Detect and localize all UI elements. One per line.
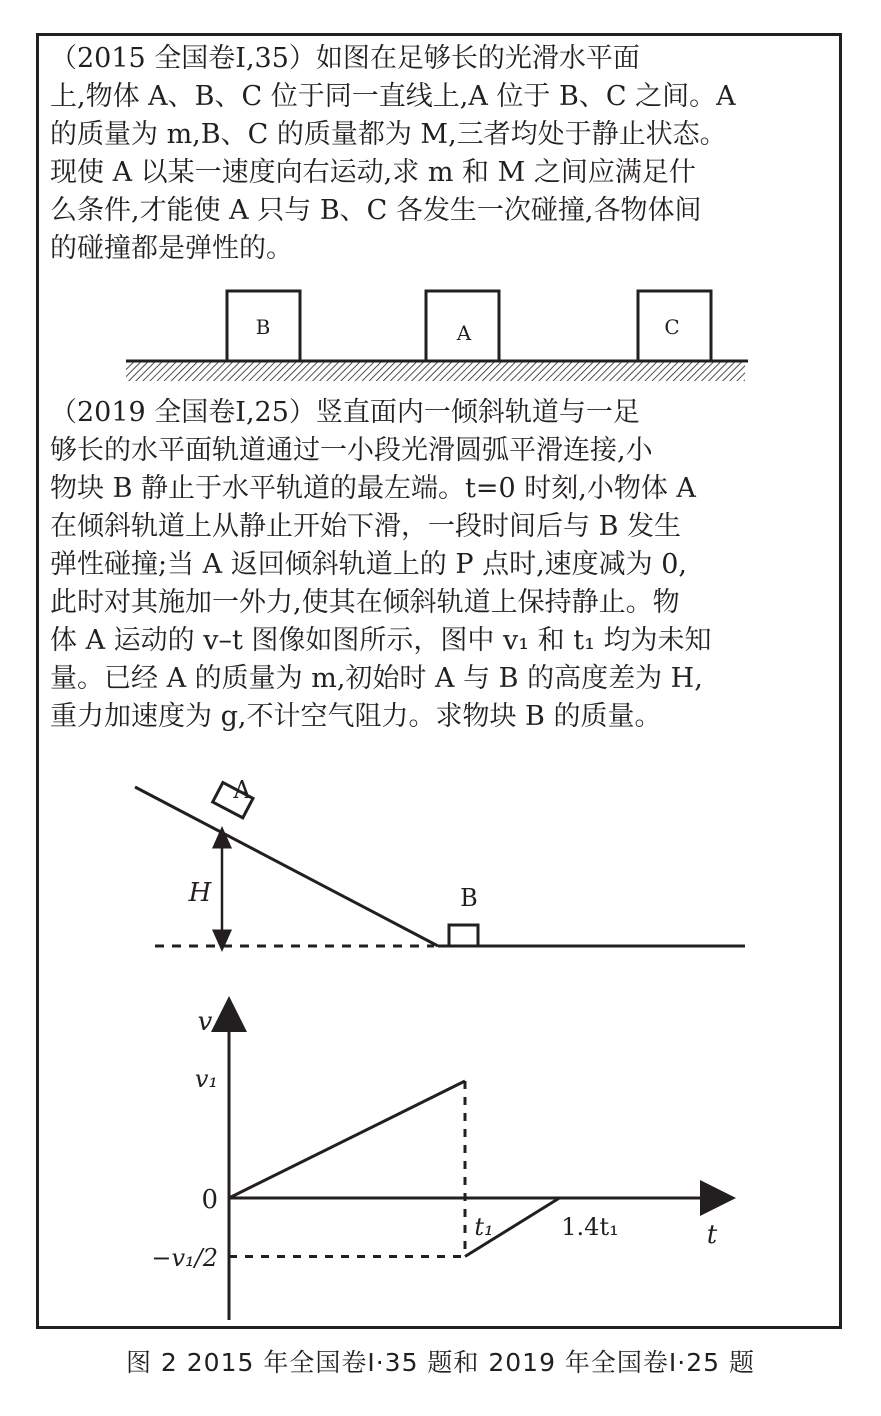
x-tick-t1: t₁ <box>474 1213 494 1241</box>
block-c-label: C <box>664 315 680 339</box>
figure-caption: 图 2 2015 年全国卷Ⅰ·35 题和 2019 年全国卷Ⅰ·25 题 <box>125 1348 756 1377</box>
series-1-segment <box>229 1081 465 1198</box>
problem-1-diagram <box>0 0 881 400</box>
v-axis-label: v <box>197 1007 213 1037</box>
y-tick-v1: v₁ <box>194 1065 218 1093</box>
y-tick-neg-half-v1: −v₁/2 <box>151 1244 218 1272</box>
problem-2-diagram <box>0 760 881 970</box>
height-label: H <box>188 878 212 908</box>
problem-1-line: 么条件,才能使 A 只与 B、C 各发生一次碰撞,各物体间 <box>50 195 702 226</box>
block-a-label: A <box>456 321 472 345</box>
problem-2-line: 物块 B 静止于水平轨道的最左端。t=0 时刻,小物体 A <box>50 473 696 504</box>
problem-1-line: 的碰撞都是弹性的。 <box>50 233 293 264</box>
problem-1-line: 上,物体 A、B、C 位于同一直线上,A 位于 B、C 之间。A <box>50 81 736 112</box>
problem-2-line: 够长的水平面轨道通过一小段光滑圆弧平滑连接,小 <box>50 435 653 466</box>
block-b-label: B <box>255 315 271 339</box>
problem-2-line: 在倾斜轨道上从静止开始下滑，一段时间后与 B 发生 <box>50 511 682 542</box>
ground-hatching <box>126 361 745 381</box>
incline-track <box>135 787 438 946</box>
problem-1-line: （2015 全国卷Ⅰ,35）如图在足够长的光滑水平面 <box>50 43 640 74</box>
problem-1-line: 现使 A 以某一速度向右运动,求 m 和 M 之间应满足什 <box>50 157 696 188</box>
problem-2-line: （2019 全国卷Ⅰ,25）竖直面内一倾斜轨道与一足 <box>50 397 640 428</box>
t-axis-label: t <box>706 1220 718 1250</box>
problem-1-line: 的质量为 m,B、C 的质量都为 M,三者均处于静止状态。 <box>50 119 727 150</box>
x-tick-1-4t1: 1.4t₁ <box>561 1213 619 1241</box>
y-tick-zero: 0 <box>201 1185 218 1215</box>
problem-2-line: 重力加速度为 g,不计空气阻力。求物块 B 的质量。 <box>50 701 662 732</box>
problem-2-line: 量。已经 A 的质量为 m,初始时 A 与 B 的高度差为 H, <box>50 663 703 694</box>
problem-2-line: 弹性碰撞;当 A 返回倾斜轨道上的 P 点时,速度减为 0, <box>50 549 688 580</box>
incline-block-a-label: A <box>233 776 251 804</box>
block-b-track-label: B <box>460 884 478 912</box>
vt-chart <box>0 990 881 1325</box>
problem-2-line: 此时对其施加一外力,使其在倾斜轨道上保持静止。物 <box>50 587 680 618</box>
block-b-track <box>449 925 478 946</box>
problem-2-text <box>50 394 832 736</box>
problem-2-line: 体 A 运动的 v–t 图像如图所示，图中 v₁ 和 t₁ 均为未知 <box>50 625 712 656</box>
